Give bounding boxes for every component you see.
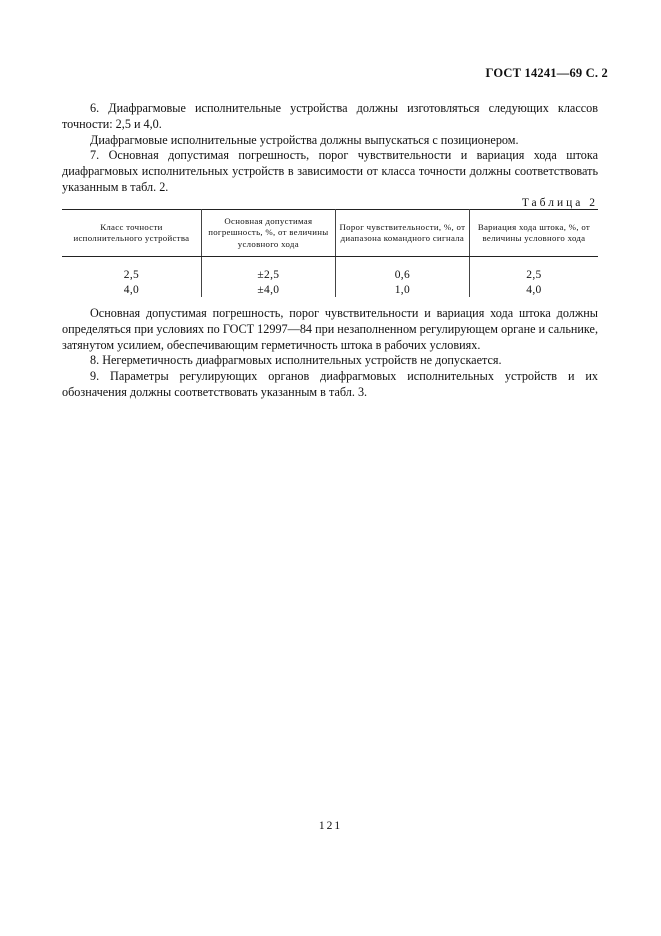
page-number: 121	[318, 820, 343, 832]
document-header: ГОСТ 14241—69 С. 2	[485, 66, 608, 80]
table-row	[62, 267, 598, 282]
accuracy-table	[62, 209, 598, 297]
column-header-class: Класс точности исполнительного устройства	[62, 210, 201, 257]
paragraph-item-8: 8. Негерметичность диафрагмовых исполнительных устройств не допускается.	[90, 353, 502, 368]
table-cell: ±2,5	[201, 267, 335, 282]
table-caption: Таблица 2	[521, 197, 598, 209]
table-cell: 4,0	[526, 283, 542, 296]
table-header-row	[62, 210, 598, 257]
body-text-top	[62, 101, 598, 196]
table-cell: 4,0	[62, 282, 201, 297]
column-header-threshold: Порог чувствительности, %, от диапазона командного сигнала	[335, 210, 469, 257]
table-row	[62, 282, 598, 297]
paragraph-positioner: Диафрагмовые исполнительные устройства должны выпускаться с позиционером.	[90, 132, 519, 147]
body-text-bottom	[62, 306, 598, 401]
table-spacer-row	[62, 257, 598, 268]
table-cell: ±4,0	[201, 282, 335, 297]
table-cell: 0,6	[335, 267, 469, 282]
table-cell: 1,0	[335, 282, 469, 297]
table-cell: 2,5	[526, 268, 542, 281]
column-header-variation: Вариация хода штока, %, от величины условного хода	[469, 210, 598, 257]
paragraph-item-9: 9. Параметры регулирующих органов диафрагмовых исполнительных устройств и их обозначения должны соответствовать указанным в табл. 3.	[62, 369, 598, 399]
paragraph-item-7: 7. Основная допустимая погрешность, порог чувствительности и вариация хода штока диафрагмовых исполнительных устройств в зависимости от класса точности должны соответствовать указанным в табл. 2.	[62, 148, 598, 194]
table-cell: 2,5	[62, 267, 201, 282]
column-header-error: Основная допустимая погрешность, %, от величины условного хода	[201, 210, 335, 257]
paragraph-item-6: 6. Диафрагмовые исполнительные устройства должны изготовляться следующих классов точности: 2,5 и 4,0.	[62, 101, 598, 131]
paragraph-conditions: Основная допустимая погрешность, порог чувствительности и вариация хода штока должны определяться при условиях по ГОСТ 12997—84 при незаполненном регулирующем органе и сальнике, затянутом усилием, обеспечивающим герметичность штока в рабочих условиях.	[62, 306, 598, 352]
